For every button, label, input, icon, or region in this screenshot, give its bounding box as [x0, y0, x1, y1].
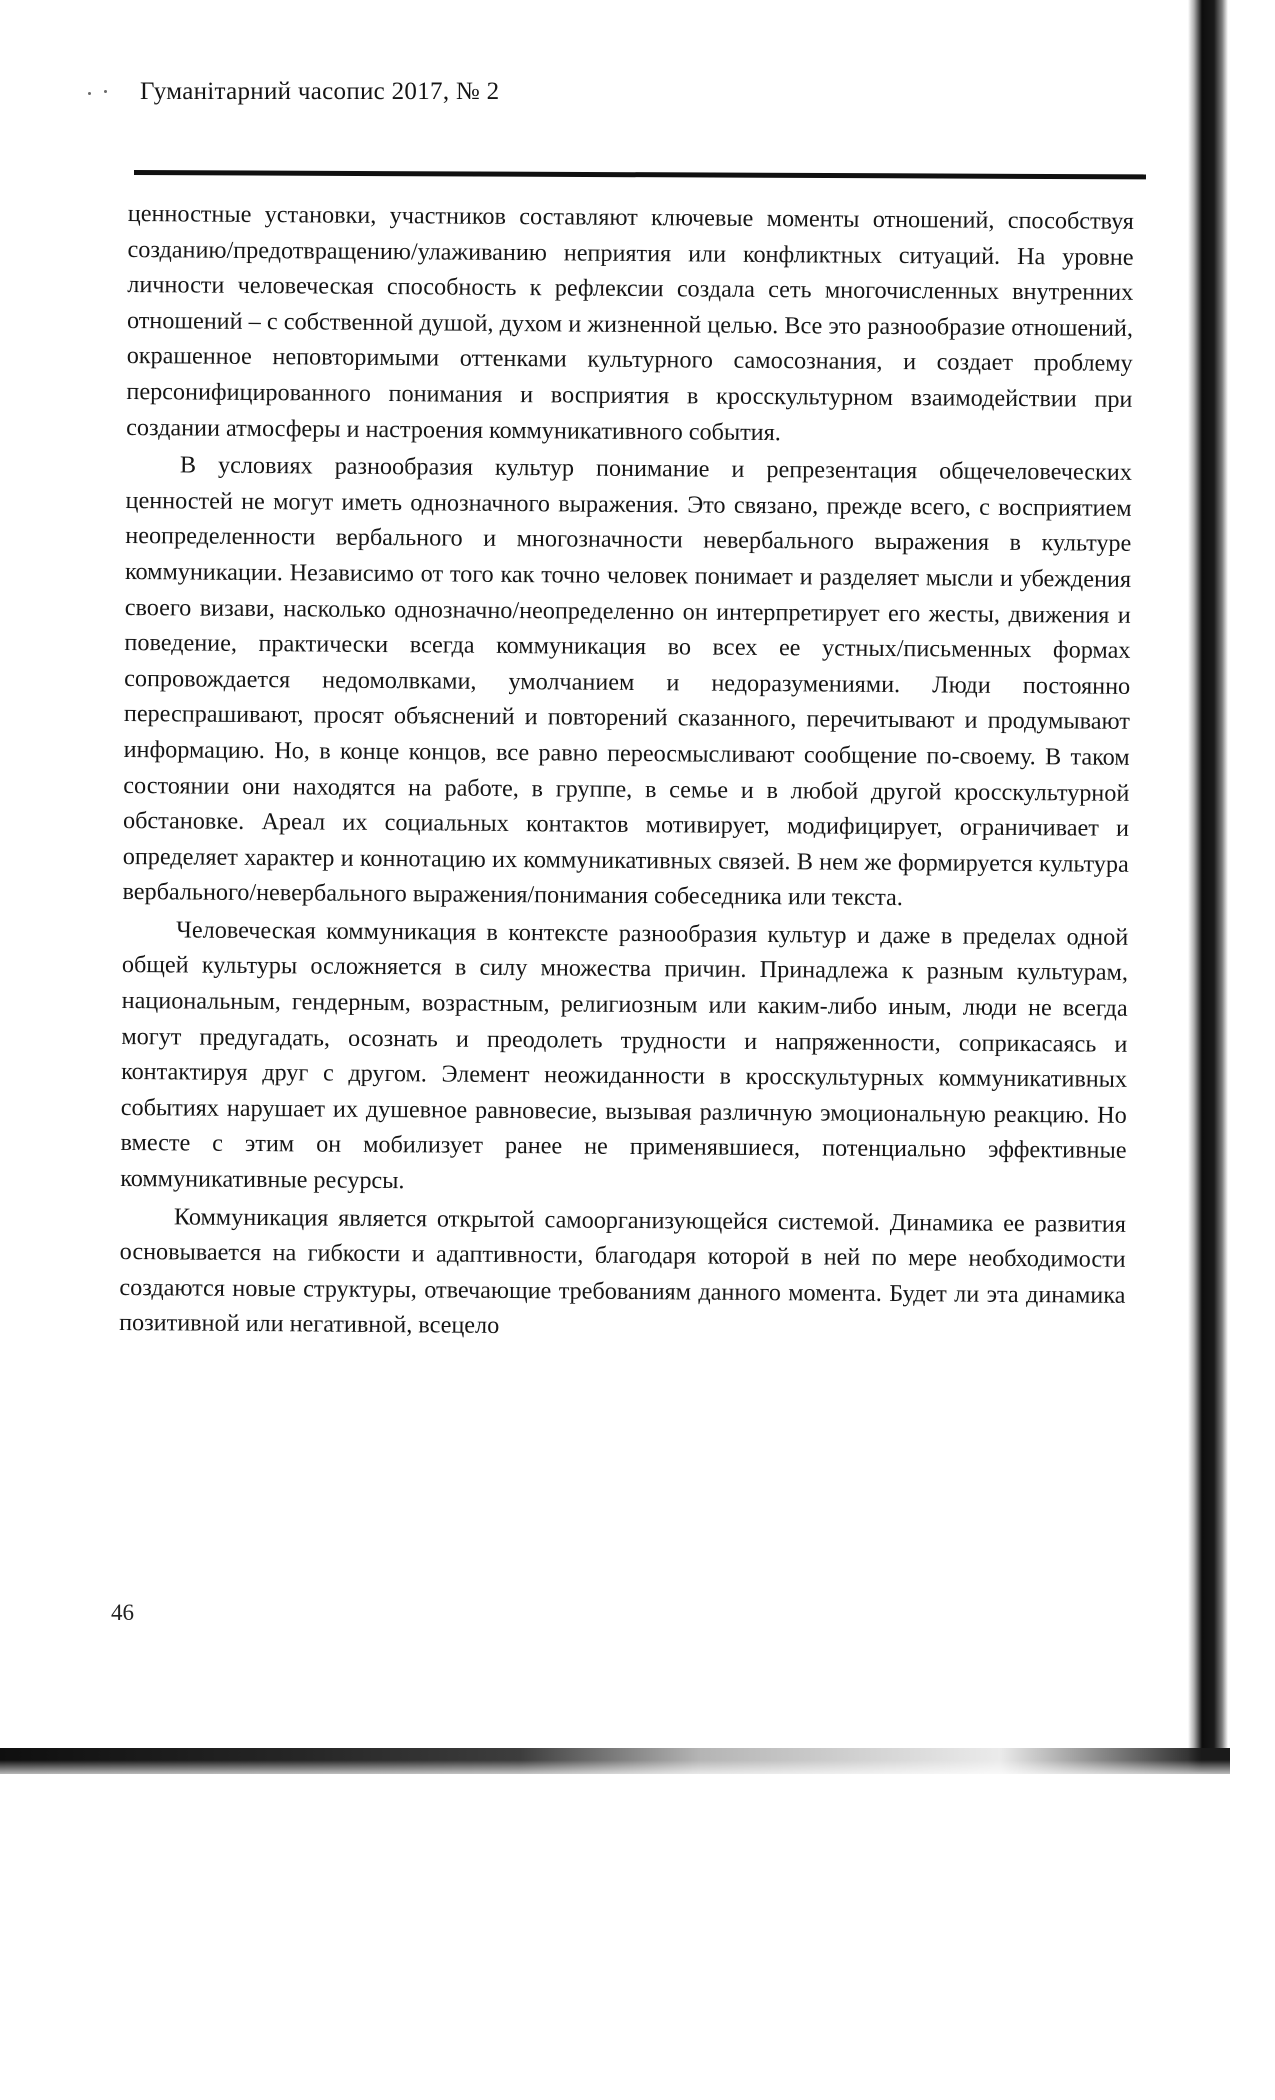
scan-shadow-bottom-edge — [0, 1748, 1230, 1774]
paragraph: Человеческая коммуникация в контексте разнообразия культур и даже в пределах одной общей культуры осложняется в силу множества причин. Принадлежа к разным культурам, национальным, гендерным, возрастным, религиозным или каким-либо иным, люди не всегда могут предугадать, осознать и преодолеть трудности и напряженности, соприкасаясь и контактируя друг с другом. Элемент неожиданности в кросскультурных коммуникативных событиях нарушает их душевное равновесие, вызывая различную эмоциональную реакцию. Но вместе с этим он мобилизует ранее не применявшиеся, потенциально эффективные коммуникативные ресурсы. — [120, 916, 1129, 1195]
paragraph: ценностные установки, участников составляют ключевые моменты отношений, способствуя созданию/предотвращению/улаживанию неприятия или конфликтных ситуаций. На уровне личности человеческая способность к рефлексии создала сеть многочисленных внутренних отношений – с собственной душой, духом и жизненной целью. Все это разнообразие отношений, окрашенное неповторимыми оттенками культурного самосознания, и создает проблему персонифицированного понимания и восприятия в кросскультурном взаимодействии при создании атмосферы и настроения коммуникативного события. — [126, 199, 1134, 446]
paragraph: В условиях разнообразия культур понимание и репрезентация общечеловеческих ценностей не могут иметь однозначного выражения. Это связано, прежде всего, с восприятием неопределенности вербального и многозначности невербального выражения в культуре коммуникации. Независимо от того как точно человек понимает и разделяет мысли и убеждения своего визави, насколько однозначно/неопределенно он интерпретирует его жесты, движения и поведение, практически всегда коммуникация во всех ее устных/письменных формах сопровождается недомолвками, умолчанием и недоразумениями. Люди постоянно переспрашивают, просят объяснений и повторений сказанного, перечитывают и продумывают информацию. Но, в конце концов, все равно переосмысливают сообщение по-своему. В таком состоянии они находятся на работе, в группе, в семье и в любой другой кросскультурной обстановке. Ареал их социальных контактов мотивирует, модифицирует, ограничивает и определяет характер и коннотацию их коммуникативных связей. В нем же формируется культура вербального/невербального выражения/понимания собеседника или текста. — [122, 451, 1132, 912]
page-number: 46 — [111, 1600, 134, 1625]
scan-speck — [104, 90, 107, 93]
scan-speck — [88, 92, 91, 95]
article-body — [119, 196, 1134, 1349]
scan-shadow-right-edge — [1188, 0, 1228, 1772]
running-head: Гуманітарний часопис 2017, № 2 — [140, 78, 500, 105]
header-rule — [134, 170, 1146, 179]
paragraph: Коммуникация является открытой самоорганизующейся системой. Динамика ее развития основывается на гибкости и адаптивности, благодаря которой в ней по мере необходимости создаются новые структуры, отвечающие требованиям данного момента. Будет ли эта динамика позитивной или негативной, всецело — [119, 1203, 1127, 1340]
